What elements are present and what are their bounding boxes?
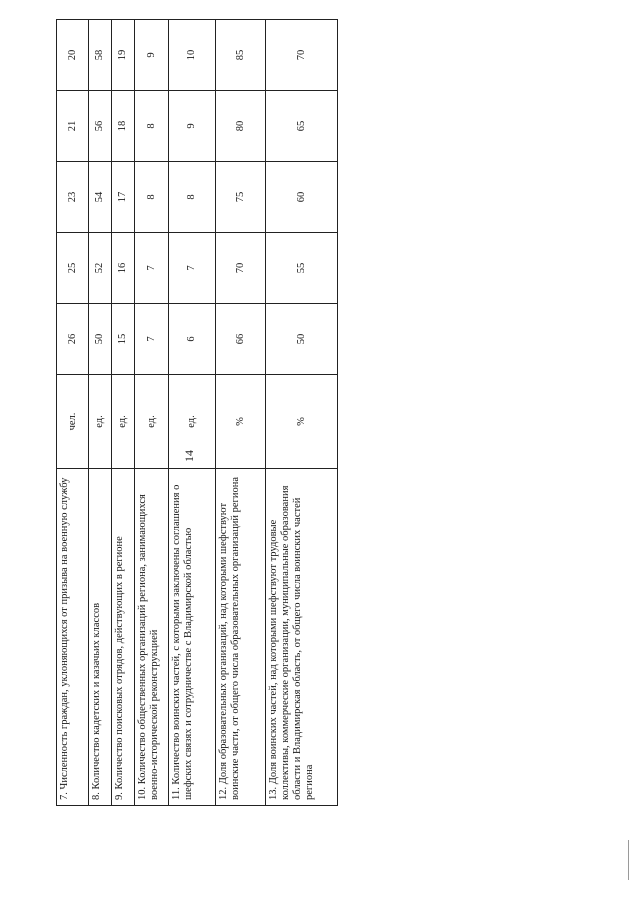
value-cell: 58 (89, 20, 112, 91)
value-cell: 9 (169, 91, 216, 162)
indicator-name: 7. Численность граждан, уклоняющихся от призыва на военную службу (57, 469, 89, 806)
indicator-name: 11. Количество воинских частей, с которыми заключены соглашения о шефских связях и сотрудничестве с Владимирской областью (169, 469, 216, 806)
unit-cell: ед. (169, 375, 216, 469)
value-cell: 50 (266, 304, 338, 375)
value-cell: 52 (89, 233, 112, 304)
table-row (57, 20, 89, 806)
unit-cell: % (266, 375, 338, 469)
value-cell: 65 (266, 91, 338, 162)
value-cell: 75 (216, 162, 266, 233)
page-number: 14 (182, 450, 196, 462)
value-cell: 8 (135, 162, 169, 233)
value-cell: 70 (266, 20, 338, 91)
table-row (216, 20, 266, 806)
table-row (169, 20, 216, 806)
unit-cell: ед. (89, 375, 112, 469)
value-cell: 60 (266, 162, 338, 233)
value-cell: 66 (216, 304, 266, 375)
value-cell: 23 (57, 162, 89, 233)
value-cell: 16 (112, 233, 135, 304)
indicator-name: 13. Доля воинских частей, над которыми шефствуют трудовые коллективы, коммерческие организации, муниципальные образования области и Владимирская область, от общего числа воинских частей региона (266, 469, 338, 806)
value-cell: 15 (112, 304, 135, 375)
scan-edge-mark (628, 840, 629, 880)
value-cell: 8 (169, 162, 216, 233)
value-cell: 7 (135, 304, 169, 375)
value-cell: 55 (266, 233, 338, 304)
value-cell: 7 (135, 233, 169, 304)
unit-cell: ед. (135, 375, 169, 469)
indicators-table (56, 19, 338, 806)
value-cell: 7 (169, 233, 216, 304)
indicator-name: 9. Количество поисковых отрядов, действующих в регионе (112, 469, 135, 806)
table-row (112, 20, 135, 806)
value-cell: 9 (135, 20, 169, 91)
value-cell: 25 (57, 233, 89, 304)
value-cell: 6 (169, 304, 216, 375)
value-cell: 54 (89, 162, 112, 233)
table-row (266, 20, 338, 806)
unit-cell: ед. (112, 375, 135, 469)
indicator-name: 12. Доля образовательных организаций, над которыми шефствуют воинские части, от общего числа образовательных организаций региона (216, 469, 266, 806)
value-cell: 21 (57, 91, 89, 162)
indicator-name: 8. Количество кадетских и казачьих классов (89, 469, 112, 806)
value-cell: 17 (112, 162, 135, 233)
table-row (89, 20, 112, 806)
unit-cell: чел. (57, 375, 89, 469)
indicator-name: 10. Количество общественных организаций региона, занимающихся военно-исторической реконструкцией (135, 469, 169, 806)
value-cell: 70 (216, 233, 266, 304)
value-cell: 26 (57, 304, 89, 375)
value-cell: 10 (169, 20, 216, 91)
value-cell: 50 (89, 304, 112, 375)
value-cell: 20 (57, 20, 89, 91)
value-cell: 18 (112, 91, 135, 162)
value-cell: 19 (112, 20, 135, 91)
value-cell: 8 (135, 91, 169, 162)
value-cell: 85 (216, 20, 266, 91)
value-cell: 80 (216, 91, 266, 162)
unit-cell: % (216, 375, 266, 469)
value-cell: 56 (89, 91, 112, 162)
table-row (135, 20, 169, 806)
